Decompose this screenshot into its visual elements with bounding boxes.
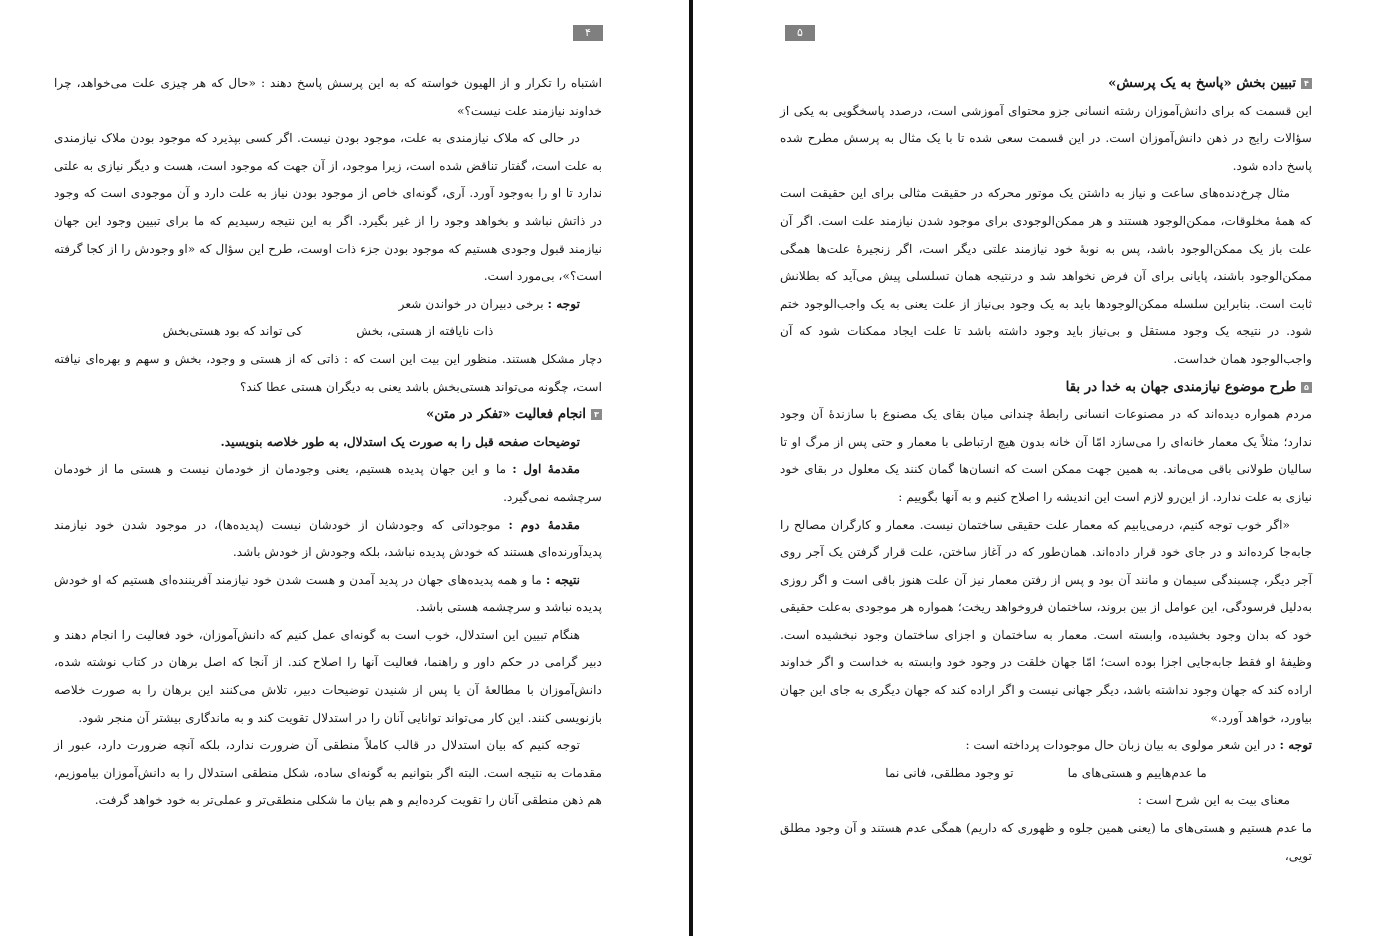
section-heading xyxy=(780,374,1312,402)
note-label: توجه : xyxy=(547,296,580,311)
premise-2-text: موجوداتی که وجودشان از خودشان نیست (پدیده‌ها)، در موجود شدن خود نیازمند پدیدآورنده‌ای هستند که خودش پدیده نباشد، بلکه وجودش از خودش باشد. xyxy=(54,517,602,560)
paragraph: ما عدم هستیم و هستی‌های ما (یعنی همین جلوه و ظهوری که داریم) همگی عدم هستند و آن وجود مطلق تویی، xyxy=(780,821,1312,863)
instruction xyxy=(54,429,602,457)
paragraph: هنگام تبیین این استدلال، خوب است به گونه‌ای عمل کنیم که دانش‌آموزان، خود فعالیت را انجام دهند و دبیر گرامی در حکم داور و راهنما، فعالیت آنها را اصلاح کند. از آنجا که اصل برهان در کتاب نوشته شده، دانش‌آموزان با مطالعهٔ آن یا پس از شنیدن توضیحات دبیر، تلاش می‌کنند این برهان را به صورت خلاصه بازنویسی کنند. این کار می‌تواند توانایی آنان را در استدلال تقویت کند و به ماندگاری بیشتر آن منجر شود. xyxy=(54,627,602,725)
verse-second-hemistich: کی تواند که بود هستی‌بخش xyxy=(162,324,303,339)
paragraph: این قسمت که برای دانش‌آموزان رشته انسانی جزو محتوای آموزشی است، درصدد پاسخگویی به یکی از سؤالات رایج در ذهن دانش‌آموزان است. در این قسمت سعی شده تا با یک مثال به پرسش مطرح شده پاسخ داده شود. xyxy=(780,103,1312,173)
verse-first-hemistich: ما عدم‌هاییم و هستی‌های ما xyxy=(1067,765,1207,780)
poem-verse xyxy=(780,760,1312,788)
note xyxy=(54,291,602,319)
paragraph: توجه کنیم که بیان استدلال در قالب کاملاً منطقی آن ضرورت ندارد، بلکه آنچه ضرورت دارد، عبور از مقدمات به نتیجه است. البته اگر بتوانیم به گونه‌ای ساده، شکل منطقی استدلال را به دانش‌آموزان بیاموزیم، هم ذهن منطقی آنان را تقویت کرده‌ایم و هم بیان ما شکلی منطقی‌تر و عملی‌تر به خود خواهد گرفت. xyxy=(54,738,602,808)
premise-1-text: ما و این جهان پدیده هستیم، یعنی وجودمان از خودمان نیست و هستی ما از خودمان سرچشمه نمی‌گیرد. xyxy=(54,462,602,504)
left-page-body xyxy=(54,70,602,815)
premise-1 xyxy=(54,456,602,511)
conclusion xyxy=(54,567,602,622)
paragraph: مردم همواره دیده‌اند که در مصنوعات انسانی رابطهٔ چندانی میان بقای یک مصنوع با سازندهٔ آن وجود ندارد؛ مثلاً یک معمار خانه‌ای را می‌سازد امّا آن خانه بدون هیچ ارتباطی با معمار و حتی پس از مرگ او تا سالیان طولانی باقی می‌ماند. به همین جهت ممکن است که انسان‌ها گمان کنند یک معلول در بقای خود نیازی به علت ندارد. از این‌رو لازم است این اندیشه را اصلاح کنیم و به آنها بگوییم : xyxy=(780,407,1312,504)
paragraph: اشتباه را تکرار و از الهیون خواسته که به این پرسش پاسخ دهند : «حال که هر چیزی علت می‌خواهد، چرا خداوند نیازمند علت نیست؟» xyxy=(54,76,602,118)
verse-second-hemistich: تو وجود مطلقی، فانی نما xyxy=(885,765,1014,780)
right-page xyxy=(694,0,1373,936)
paragraph: مثال چرخ‌دنده‌های ساعت و نیاز به داشتن یک موتور محرکه در حقیقت مثالی برای این حقیقت است که همهٔ مخلوقات، ممکن‌الوجود هستند و هر ممکن‌الوجودی برای موجود شدن نیازمند علت است. اگر آن علت باز یک ممکن‌الوجود باشد، پس به نوبهٔ خود نیازمند علتی دیگر است، اگر زنجیرهٔ علت‌ها همگی ممکن‌الوجود باشند، پایانی برای آن فرض نخواهد شد و درنتیجه همان تسلسلی پیش می‌آید که بطلانش ثابت است. بنابراین سلسله ممکن‌الوجودها باید به یک وجود بی‌نیاز از علت یعنی به یک واجب‌الوجود ختم شود. در نتیجه یک وجود مستقل و بی‌نیاز باید وجود داشته باشد تا علت ایجاد ممکنات شود که آن واجب‌الوجود همان خداست. xyxy=(780,186,1312,366)
heading-number-box: ۳ xyxy=(591,409,602,420)
right-page-body xyxy=(780,70,1312,870)
heading-text: انجام فعالیت «تفکر در متن» xyxy=(425,407,586,423)
conclusion-text: ما و همه پدیده‌های جهان در پدید آمدن و هست شدن خود نیازمند آفریننده‌ای هستیم که او خودش پدیده نباشد و سرچشمه هستی باشد. xyxy=(54,572,602,615)
poem-verse xyxy=(54,318,602,346)
paragraph: معنای بیت به این شرح است : xyxy=(1137,793,1290,808)
quoted-paragraph: «اگر خوب توجه کنیم، درمی‌یابیم که معمار علت حقیقی ساختمان نیست. معمار و کارگران مصالح را جابه‌جا کرده‌اند و در جای خود قرار داده‌اند. همان‌طور که در آغاز ساختن، علت قرار گرفتن یک آجر روی آجر دیگر، چسبندگی سیمان و مانند آن بود و پس از رفتن معمار نیز آن علت هنوز باقی است و اگر روزی به‌دلیل فرسودگی، این عوامل از بین بروند، ساختمان فروخواهد ریخت؛ همواره هر موجودی به‌علت حقیقی خود که بدان وجود بخشیده، وابسته است. معمار به ساختمان و اجزای ساختمان وجود نبخشیده است. وظیفهٔ او فقط جابه‌جایی اجزا بوده است؛ امّا جهان خلقت در وجود خود وابسته به خداست و اگر خداوند اراده کند که جهان وجود نداشته باشد، دیگر جهانی نیست و اگر اراده کند که جهان دیگری به جای این جهان بیاورد، خواهد آورد.» xyxy=(780,517,1312,725)
heading-number-box: ۵ xyxy=(1301,382,1312,393)
note-text: در این شعر مولوی به بیان زبان حال موجودات پرداخته است : xyxy=(965,738,1276,753)
instruction-text: توضیحات صفحه قبل را به صورت یک استدلال، به طور خلاصه بنویسید. xyxy=(220,434,580,449)
verse-first-hemistich: ذات نایافته از هستی، بخش xyxy=(356,324,494,339)
heading-text: طرح موضوع نیازمندی جهان به خدا در بقا xyxy=(1065,379,1296,395)
note-text: برخی دبیران در خواندن شعر xyxy=(398,296,544,311)
heading-number-box: ۴ xyxy=(1301,78,1312,89)
note-label: توجه : xyxy=(1279,738,1312,753)
premise-2-label: مقدمهٔ دوم : xyxy=(508,517,580,532)
section-heading xyxy=(780,70,1312,98)
conclusion-label: نتیجه : xyxy=(545,572,581,587)
page-number-badge: ۵ xyxy=(785,25,815,41)
paragraph: در حالی که ملاک نیازمندی به علت، موجود بودن نیست. اگر کسی بپذیرد که موجود بودن ملاک نیازمندی به علت است، گفتار تناقض شده است، زیرا موجود، از آن جهت که موجود است، هست و دیگر نیازی به علتی ندارد تا او را به‌وجود آورد. آری، گونه‌ای خاص از موجود بودن نیاز به علت دارد و آن موجودی است که وجود در ذاتش نباشد و بخواهد وجود را از غیر بگیرد. اگر به این نتیجه رسیدیم که ما برای تبیین وجود این جهان نیازمند قبول وجودی هستیم که موجود بودن جزء ذات اوست، طرح این سؤال که «او وجودش را از کجا گرفته است؟»، بی‌مورد است. xyxy=(54,131,602,284)
premise-1-label: مقدمهٔ اول : xyxy=(512,462,581,477)
note xyxy=(780,732,1312,760)
heading-text: تبیین بخش «پاسخ به یک پرسش» xyxy=(1108,76,1296,91)
paragraph: دچار مشکل هستند. منظور این بیت این است که : ذاتی که از هستی و وجود، بخش و سهم و بهره‌ای نیافته است، چگونه می‌تواند هستی‌بخش باشد یعنی به دیگران هستی عطا کند؟ xyxy=(54,351,602,394)
section-heading xyxy=(54,401,602,429)
premise-2 xyxy=(54,512,602,567)
page-number-badge: ۴ xyxy=(573,25,603,41)
